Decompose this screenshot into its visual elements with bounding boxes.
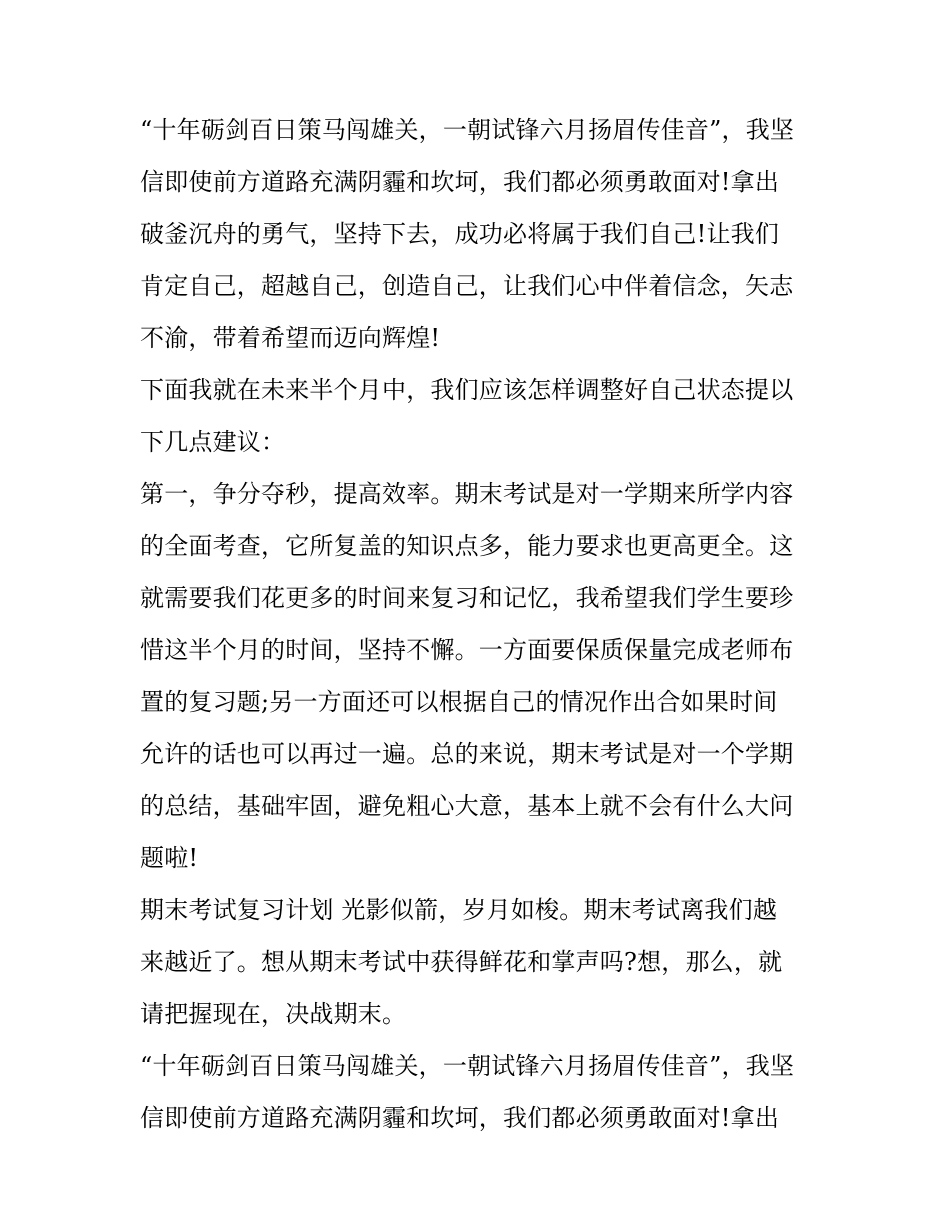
text-line: “十年砺剑百日策马闯雄关，一朝试锋六月扬眉传佳音”，我坚 [140,1052,795,1080]
text-line: 题啦! [140,844,199,872]
text-line: 信即使前方道路充满阴霾和坎坷，我们都必须勇敢面对!拿出 [140,1104,780,1132]
text-line: 第一，争分夺秒，提高效率。期末考试是对一学期来所学内容 [140,480,794,508]
text-line: 不渝，带着希望而迈向辉煌! [140,324,441,352]
text-line: 就需要我们花更多的时间来复习和记忆，我希望我们学生要珍 [140,584,794,612]
text-line: 期末考试复习计划 光影似箭，岁月如梭。期末考试离我们越 [140,896,778,924]
text-line: 的全面考查，它所复盖的知识点多，能力要求也更高更全。这 [140,532,794,560]
text-line: 置的复习题;另一方面还可以根据自己的情况作出合如果时间 [140,688,778,716]
body-text [140,104,820,1144]
text-line: “十年砺剑百日策马闯雄关，一朝试锋六月扬眉传佳音”，我坚 [140,116,795,144]
text-line: 下面我就在未来半个月中，我们应该怎样调整好自己状态提以 [140,376,794,404]
text-line: 信即使前方道路充满阴霾和坎坷，我们都必须勇敢面对!拿出 [140,168,780,196]
text-line: 肯定自己，超越自己，创造自己，让我们心中伴着信念，矢志 [140,272,794,300]
text-line: 破釜沉舟的勇气，坚持下去，成功必将属于我们自己!让我们 [140,220,780,248]
text-line: 来越近了。想从期末考试中获得鲜花和掌声吗?想，那么，就 [140,948,783,976]
text-line: 允许的话也可以再过一遍。总的来说，期末考试是对一个学期 [140,740,794,768]
text-line: 的总结，基础牢固，避免粗心大意，基本上就不会有什么大问 [140,792,794,820]
text-line: 惜这半个月的时间，坚持不懈。一方面要保质保量完成老师布 [140,636,794,664]
text-line: 下几点建议： [140,428,286,456]
text-line: 请把握现在，决战期末。 [140,1000,407,1028]
